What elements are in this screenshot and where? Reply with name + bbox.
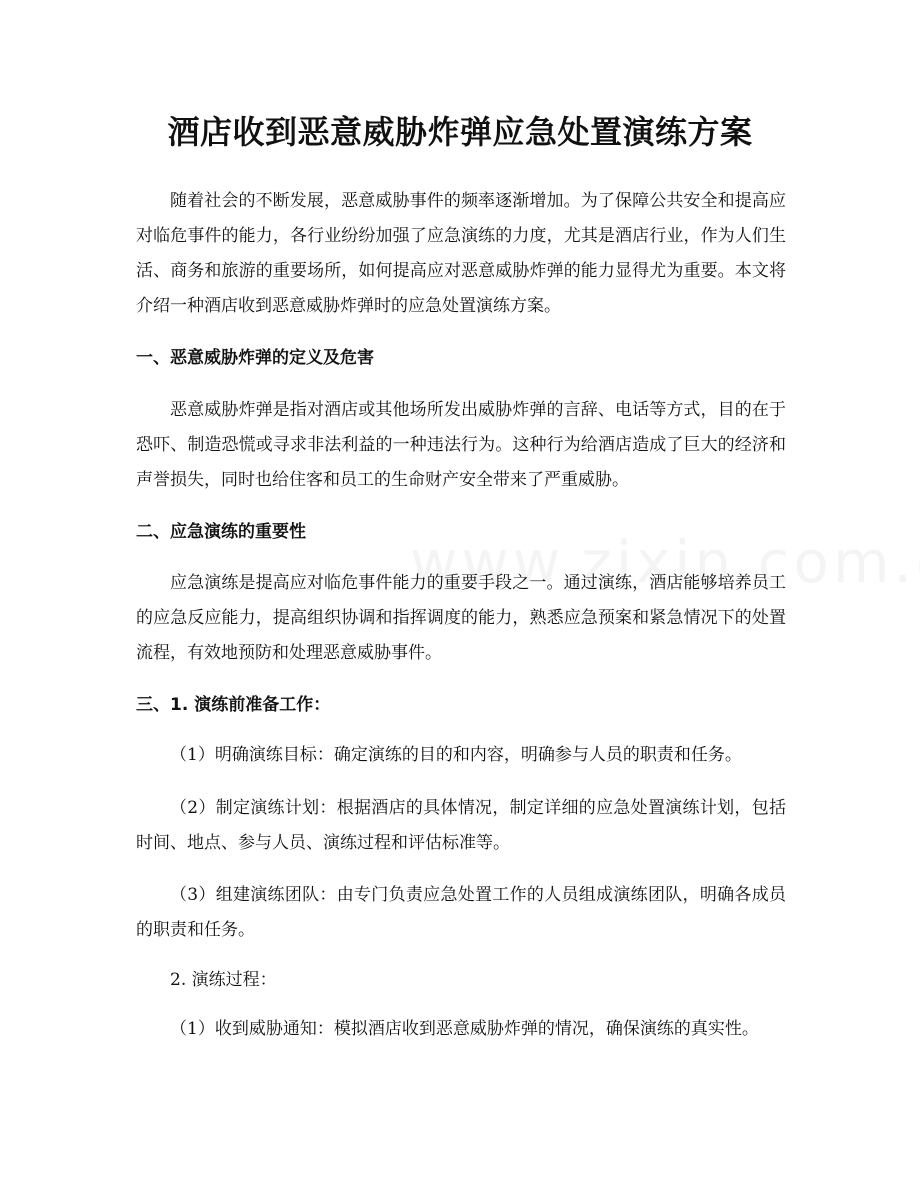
section-1-body: 恶意威胁炸弹是指对酒店或其他场所发出威胁炸弹的言辞、电话等方式，目的在于恐吓、制造恐慌或寻求非法利益的一种违法行为。这种行为给酒店造成了巨大的经济和声誉损失，同时也给住客和员工的生命财产安全带来了严重威胁。 xyxy=(136,400,786,490)
section-2-heading: 二、应急演练的重要性 xyxy=(136,522,306,542)
list-item: （1）明确演练目标：确定演练的目的和内容，明确参与人员的职责和任务。 xyxy=(170,745,742,765)
list-item: （2）制定演练计划：根据酒店的具体情况，制定详细的应急处置演练计划，包括时间、地点、参与人员、演练过程和评估标准等。 xyxy=(136,798,786,853)
section-2-body: 应急演练是提高应对临危事件能力的重要手段之一。通过演练，酒店能够培养员工的应急反应能力，提高组织协调和指挥调度的能力，熟悉应急预案和紧急情况下的处置流程，有效地预防和处理恶意威胁事件。 xyxy=(136,573,786,663)
section-3-heading: 三、1. 演练前准备工作： xyxy=(136,695,331,715)
document-title: 酒店收到恶意威胁炸弹应急处置演练方案 xyxy=(167,113,753,151)
section-1-heading: 一、恶意威胁炸弹的定义及危害 xyxy=(136,348,374,368)
sub-heading: 2. 演练过程： xyxy=(170,970,277,990)
list-item: （1）收到威胁通知：模拟酒店收到恶意威胁炸弹的情况，确保演练的真实性。 xyxy=(170,1019,759,1039)
list-item: （3）组建演练团队：由专门负责应急处置工作的人员组成演练团队，明确各成员的职责和任务。 xyxy=(136,885,786,940)
intro-paragraph: 随着社会的不断发展，恶意威胁事件的频率逐渐增加。为了保障公共安全和提高应对临危事件的能力，各行业纷纷加强了应急演练的力度，尤其是酒店行业，作为人们生活、商务和旅游的重要场所，如何提高应对恶意威胁炸弹的能力显得尤为重要。本文将介绍一种酒店收到恶意威胁炸弹时的应急处置演练方案。 xyxy=(136,191,786,316)
